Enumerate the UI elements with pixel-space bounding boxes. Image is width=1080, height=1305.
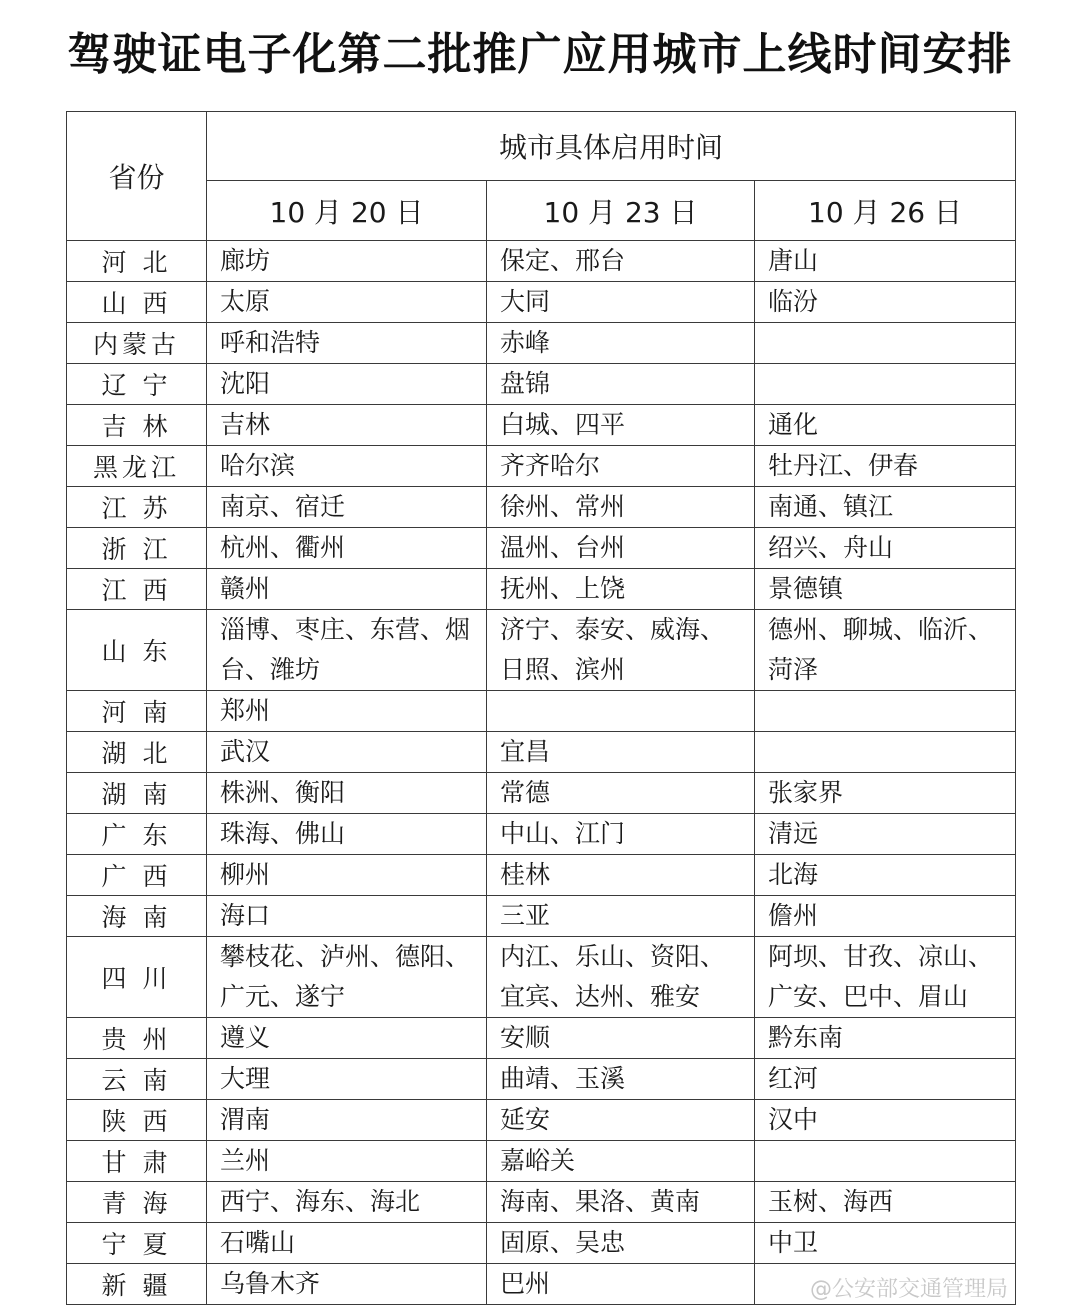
cities-oct-20: 武汉 xyxy=(207,732,487,773)
date-header-oct-20: 10 月 20 日 xyxy=(207,181,487,241)
table-row xyxy=(67,405,1016,446)
schedule-table xyxy=(66,111,1016,1305)
cities-oct-23: 三亚 xyxy=(487,896,755,937)
cities-oct-23: 桂林 xyxy=(487,855,755,896)
province-cell: 云 南 xyxy=(67,1059,207,1100)
cities-oct-23: 赤峰 xyxy=(487,323,755,364)
cities-oct-23: 巴州 xyxy=(487,1264,755,1305)
table-row xyxy=(67,241,1016,282)
province-cell: 广 东 xyxy=(67,814,207,855)
date-header-oct-26: 10 月 26 日 xyxy=(755,181,1016,241)
table-row xyxy=(67,691,1016,732)
cities-oct-20: 海口 xyxy=(207,896,487,937)
cities-oct-26: 张家界 xyxy=(755,773,1016,814)
province-cell: 海 南 xyxy=(67,896,207,937)
province-cell: 河 北 xyxy=(67,241,207,282)
province-cell: 青 海 xyxy=(67,1182,207,1223)
cities-oct-23: 温州、台州 xyxy=(487,528,755,569)
cities-oct-26 xyxy=(755,691,1016,732)
cities-oct-23: 海南、果洛、黄南 xyxy=(487,1182,755,1223)
table-row xyxy=(67,1018,1016,1059)
cities-oct-23: 中山、江门 xyxy=(487,814,755,855)
cities-oct-23: 济宁、泰安、威海、日照、滨州 xyxy=(487,610,755,691)
table-row xyxy=(67,446,1016,487)
cities-oct-20: 石嘴山 xyxy=(207,1223,487,1264)
table-row xyxy=(67,1100,1016,1141)
cities-oct-23: 安顺 xyxy=(487,1018,755,1059)
table-row xyxy=(67,282,1016,323)
table-row xyxy=(67,610,1016,691)
province-cell: 山 西 xyxy=(67,282,207,323)
cities-oct-20: 西宁、海东、海北 xyxy=(207,1182,487,1223)
cities-oct-20: 郑州 xyxy=(207,691,487,732)
activation-time-header: 城市具体启用时间 xyxy=(207,112,1016,181)
table-row xyxy=(67,1223,1016,1264)
cities-oct-23: 曲靖、玉溪 xyxy=(487,1059,755,1100)
province-cell: 江 西 xyxy=(67,569,207,610)
province-cell: 四 川 xyxy=(67,937,207,1018)
province-cell: 山 东 xyxy=(67,610,207,691)
cities-oct-26: 临汾 xyxy=(755,282,1016,323)
cities-oct-23: 嘉峪关 xyxy=(487,1141,755,1182)
province-cell: 新 疆 xyxy=(67,1264,207,1305)
province-header: 省份 xyxy=(67,112,207,241)
cities-oct-26: 唐山 xyxy=(755,241,1016,282)
table-row xyxy=(67,855,1016,896)
cities-oct-23: 宜昌 xyxy=(487,732,755,773)
cities-oct-20: 吉林 xyxy=(207,405,487,446)
cities-oct-23: 保定、邢台 xyxy=(487,241,755,282)
cities-oct-20: 攀枝花、泸州、德阳、广元、遂宁 xyxy=(207,937,487,1018)
province-cell: 吉 林 xyxy=(67,405,207,446)
table-row xyxy=(67,773,1016,814)
cities-oct-20: 株洲、衡阳 xyxy=(207,773,487,814)
cities-oct-23: 固原、吴忠 xyxy=(487,1223,755,1264)
cities-oct-26: 红河 xyxy=(755,1059,1016,1100)
cities-oct-26: 通化 xyxy=(755,405,1016,446)
cities-oct-23: 大同 xyxy=(487,282,755,323)
cities-oct-26: 北海 xyxy=(755,855,1016,896)
table-row xyxy=(67,487,1016,528)
date-header-oct-23: 10 月 23 日 xyxy=(487,181,755,241)
province-cell: 甘 肃 xyxy=(67,1141,207,1182)
cities-oct-20: 柳州 xyxy=(207,855,487,896)
table-row xyxy=(67,528,1016,569)
cities-oct-26: 清远 xyxy=(755,814,1016,855)
cities-oct-26 xyxy=(755,1141,1016,1182)
cities-oct-23: 常德 xyxy=(487,773,755,814)
cities-oct-26: 德州、聊城、临沂、菏泽 xyxy=(755,610,1016,691)
cities-oct-23 xyxy=(487,691,755,732)
cities-oct-26: 绍兴、舟山 xyxy=(755,528,1016,569)
cities-oct-20: 哈尔滨 xyxy=(207,446,487,487)
province-cell: 贵 州 xyxy=(67,1018,207,1059)
cities-oct-20: 南京、宿迁 xyxy=(207,487,487,528)
cities-oct-26: 儋州 xyxy=(755,896,1016,937)
cities-oct-20: 廊坊 xyxy=(207,241,487,282)
cities-oct-20: 沈阳 xyxy=(207,364,487,405)
cities-oct-20: 渭南 xyxy=(207,1100,487,1141)
cities-oct-26: 牡丹江、伊春 xyxy=(755,446,1016,487)
cities-oct-26: 汉中 xyxy=(755,1100,1016,1141)
table-row xyxy=(67,937,1016,1018)
watermark: @公安部交通管理局 xyxy=(810,1277,1009,1302)
cities-oct-20: 兰州 xyxy=(207,1141,487,1182)
cities-oct-26: 黔东南 xyxy=(755,1018,1016,1059)
cities-oct-23: 延安 xyxy=(487,1100,755,1141)
cities-oct-23: 内江、乐山、资阳、宜宾、达州、雅安 xyxy=(487,937,755,1018)
cities-oct-26: 南通、镇江 xyxy=(755,487,1016,528)
cities-oct-20: 赣州 xyxy=(207,569,487,610)
cities-oct-23: 徐州、常州 xyxy=(487,487,755,528)
province-cell: 内蒙古 xyxy=(67,323,207,364)
table-row xyxy=(67,1141,1016,1182)
cities-oct-23: 白城、四平 xyxy=(487,405,755,446)
table-row xyxy=(67,569,1016,610)
cities-oct-26 xyxy=(755,323,1016,364)
table-row xyxy=(67,814,1016,855)
province-cell: 湖 北 xyxy=(67,732,207,773)
province-cell: 江 苏 xyxy=(67,487,207,528)
cities-oct-20: 杭州、衢州 xyxy=(207,528,487,569)
province-cell: 河 南 xyxy=(67,691,207,732)
cities-oct-20: 呼和浩特 xyxy=(207,323,487,364)
cities-oct-20: 遵义 xyxy=(207,1018,487,1059)
cities-oct-20: 淄博、枣庄、东营、烟台、潍坊 xyxy=(207,610,487,691)
table-row xyxy=(67,323,1016,364)
cities-oct-23: 盘锦 xyxy=(487,364,755,405)
table-row xyxy=(67,1182,1016,1223)
province-cell: 宁 夏 xyxy=(67,1223,207,1264)
cities-oct-26: 景德镇 xyxy=(755,569,1016,610)
cities-oct-26 xyxy=(755,732,1016,773)
province-cell: 黑龙江 xyxy=(67,446,207,487)
table-row xyxy=(67,896,1016,937)
cities-oct-20: 太原 xyxy=(207,282,487,323)
province-cell: 广 西 xyxy=(67,855,207,896)
table-row xyxy=(67,364,1016,405)
cities-oct-26: 玉树、海西 xyxy=(755,1182,1016,1223)
province-cell: 辽 宁 xyxy=(67,364,207,405)
cities-oct-20: 乌鲁木齐 xyxy=(207,1264,487,1305)
cities-oct-20: 大理 xyxy=(207,1059,487,1100)
cities-oct-26: 中卫 xyxy=(755,1223,1016,1264)
province-cell: 浙 江 xyxy=(67,528,207,569)
province-cell: 陕 西 xyxy=(67,1100,207,1141)
table-row xyxy=(67,1059,1016,1100)
cities-oct-23: 齐齐哈尔 xyxy=(487,446,755,487)
document-title: 驾驶证电子化第二批推广应用城市上线时间安排 xyxy=(67,29,1013,80)
cities-oct-26: 阿坝、甘孜、凉山、广安、巴中、眉山 xyxy=(755,937,1016,1018)
table-row xyxy=(67,732,1016,773)
cities-oct-26 xyxy=(755,364,1016,405)
province-cell: 湖 南 xyxy=(67,773,207,814)
cities-oct-23: 抚州、上饶 xyxy=(487,569,755,610)
cities-oct-20: 珠海、佛山 xyxy=(207,814,487,855)
